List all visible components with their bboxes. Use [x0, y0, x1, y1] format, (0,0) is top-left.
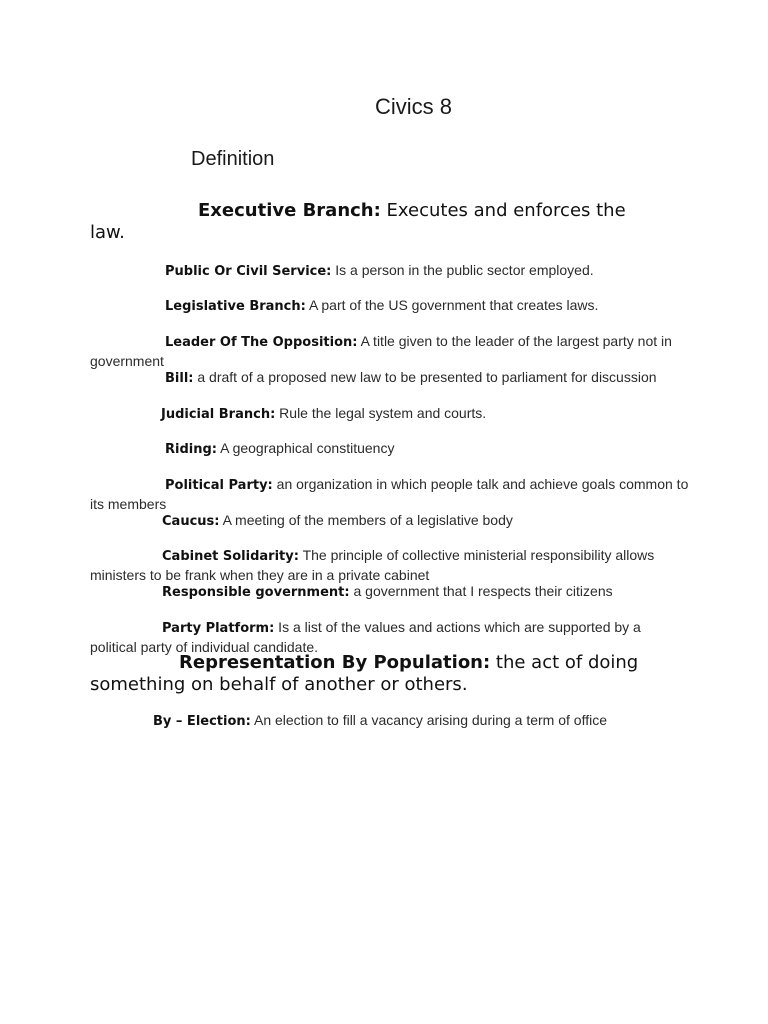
- term: Leader Of The Opposition:: [165, 335, 358, 350]
- definition-cabinet-solidarity: [90, 546, 690, 584]
- definition-party-platform: [90, 618, 690, 656]
- term: Cabinet Solidarity:: [162, 549, 299, 564]
- definition-riding: [90, 439, 690, 459]
- definition-representation-by-population: [90, 652, 660, 696]
- term: Political Party:: [165, 478, 273, 493]
- definition-political-party: [90, 475, 690, 513]
- definition-text: The principle of collective ministerial responsibility allows ministers to be frank when they are in a private cabinet: [90, 547, 655, 583]
- definition-text: A geographical constituency: [217, 440, 395, 456]
- term: Judicial Branch:: [161, 407, 276, 422]
- term: Caucus:: [162, 514, 220, 529]
- document-title: Civics 8: [375, 94, 453, 119]
- definition-by-election: [90, 711, 690, 731]
- definition-text: An election to fill a vacancy arising during a term of office: [250, 712, 608, 728]
- definition-legislative-branch: [90, 296, 690, 316]
- definition-responsible-government: [90, 582, 690, 602]
- definition-text: A part of the US government that creates laws.: [305, 297, 599, 313]
- definition-text: Rule the legal system and courts.: [275, 405, 487, 421]
- term: Representation By Population:: [179, 652, 491, 673]
- definition-text: an organization in which people talk and achieve goals common to its members: [90, 476, 689, 512]
- definition-caucus: [90, 511, 690, 531]
- definition-text: a government that I respects their citizens: [349, 583, 613, 599]
- definition-public-civil-service: [90, 261, 690, 281]
- term: Executive Branch:: [198, 200, 381, 221]
- definition-text: A title given to the leader of the largest party not in government: [90, 333, 672, 369]
- term: Legislative Branch:: [165, 299, 306, 314]
- definition-text: the act of doing something on behalf of another or others.: [90, 652, 639, 695]
- definition-leader-of-opposition: [90, 332, 690, 370]
- term: By – Election:: [153, 714, 251, 729]
- definition-text: Is a person in the public sector employed.: [331, 262, 594, 278]
- term: Responsible government:: [162, 585, 350, 600]
- definition-text: Executes and enforces the law.: [90, 200, 626, 243]
- term: Bill:: [165, 371, 194, 386]
- definition-text: a draft of a proposed new law to be presented to parliament for discussion: [193, 369, 657, 385]
- definition-text: A meeting of the members of a legislative body: [219, 512, 513, 528]
- definition-judicial-branch: [90, 404, 690, 424]
- definition-bill: [90, 368, 690, 388]
- section-heading: Definition: [191, 148, 275, 170]
- term: Party Platform:: [162, 621, 275, 636]
- definition-text: Is a list of the values and actions which are supported by a political party of individual candidate.: [90, 619, 641, 655]
- term: Public Or Civil Service:: [165, 264, 332, 279]
- definition-executive-branch: [90, 200, 660, 244]
- term: Riding:: [165, 442, 217, 457]
